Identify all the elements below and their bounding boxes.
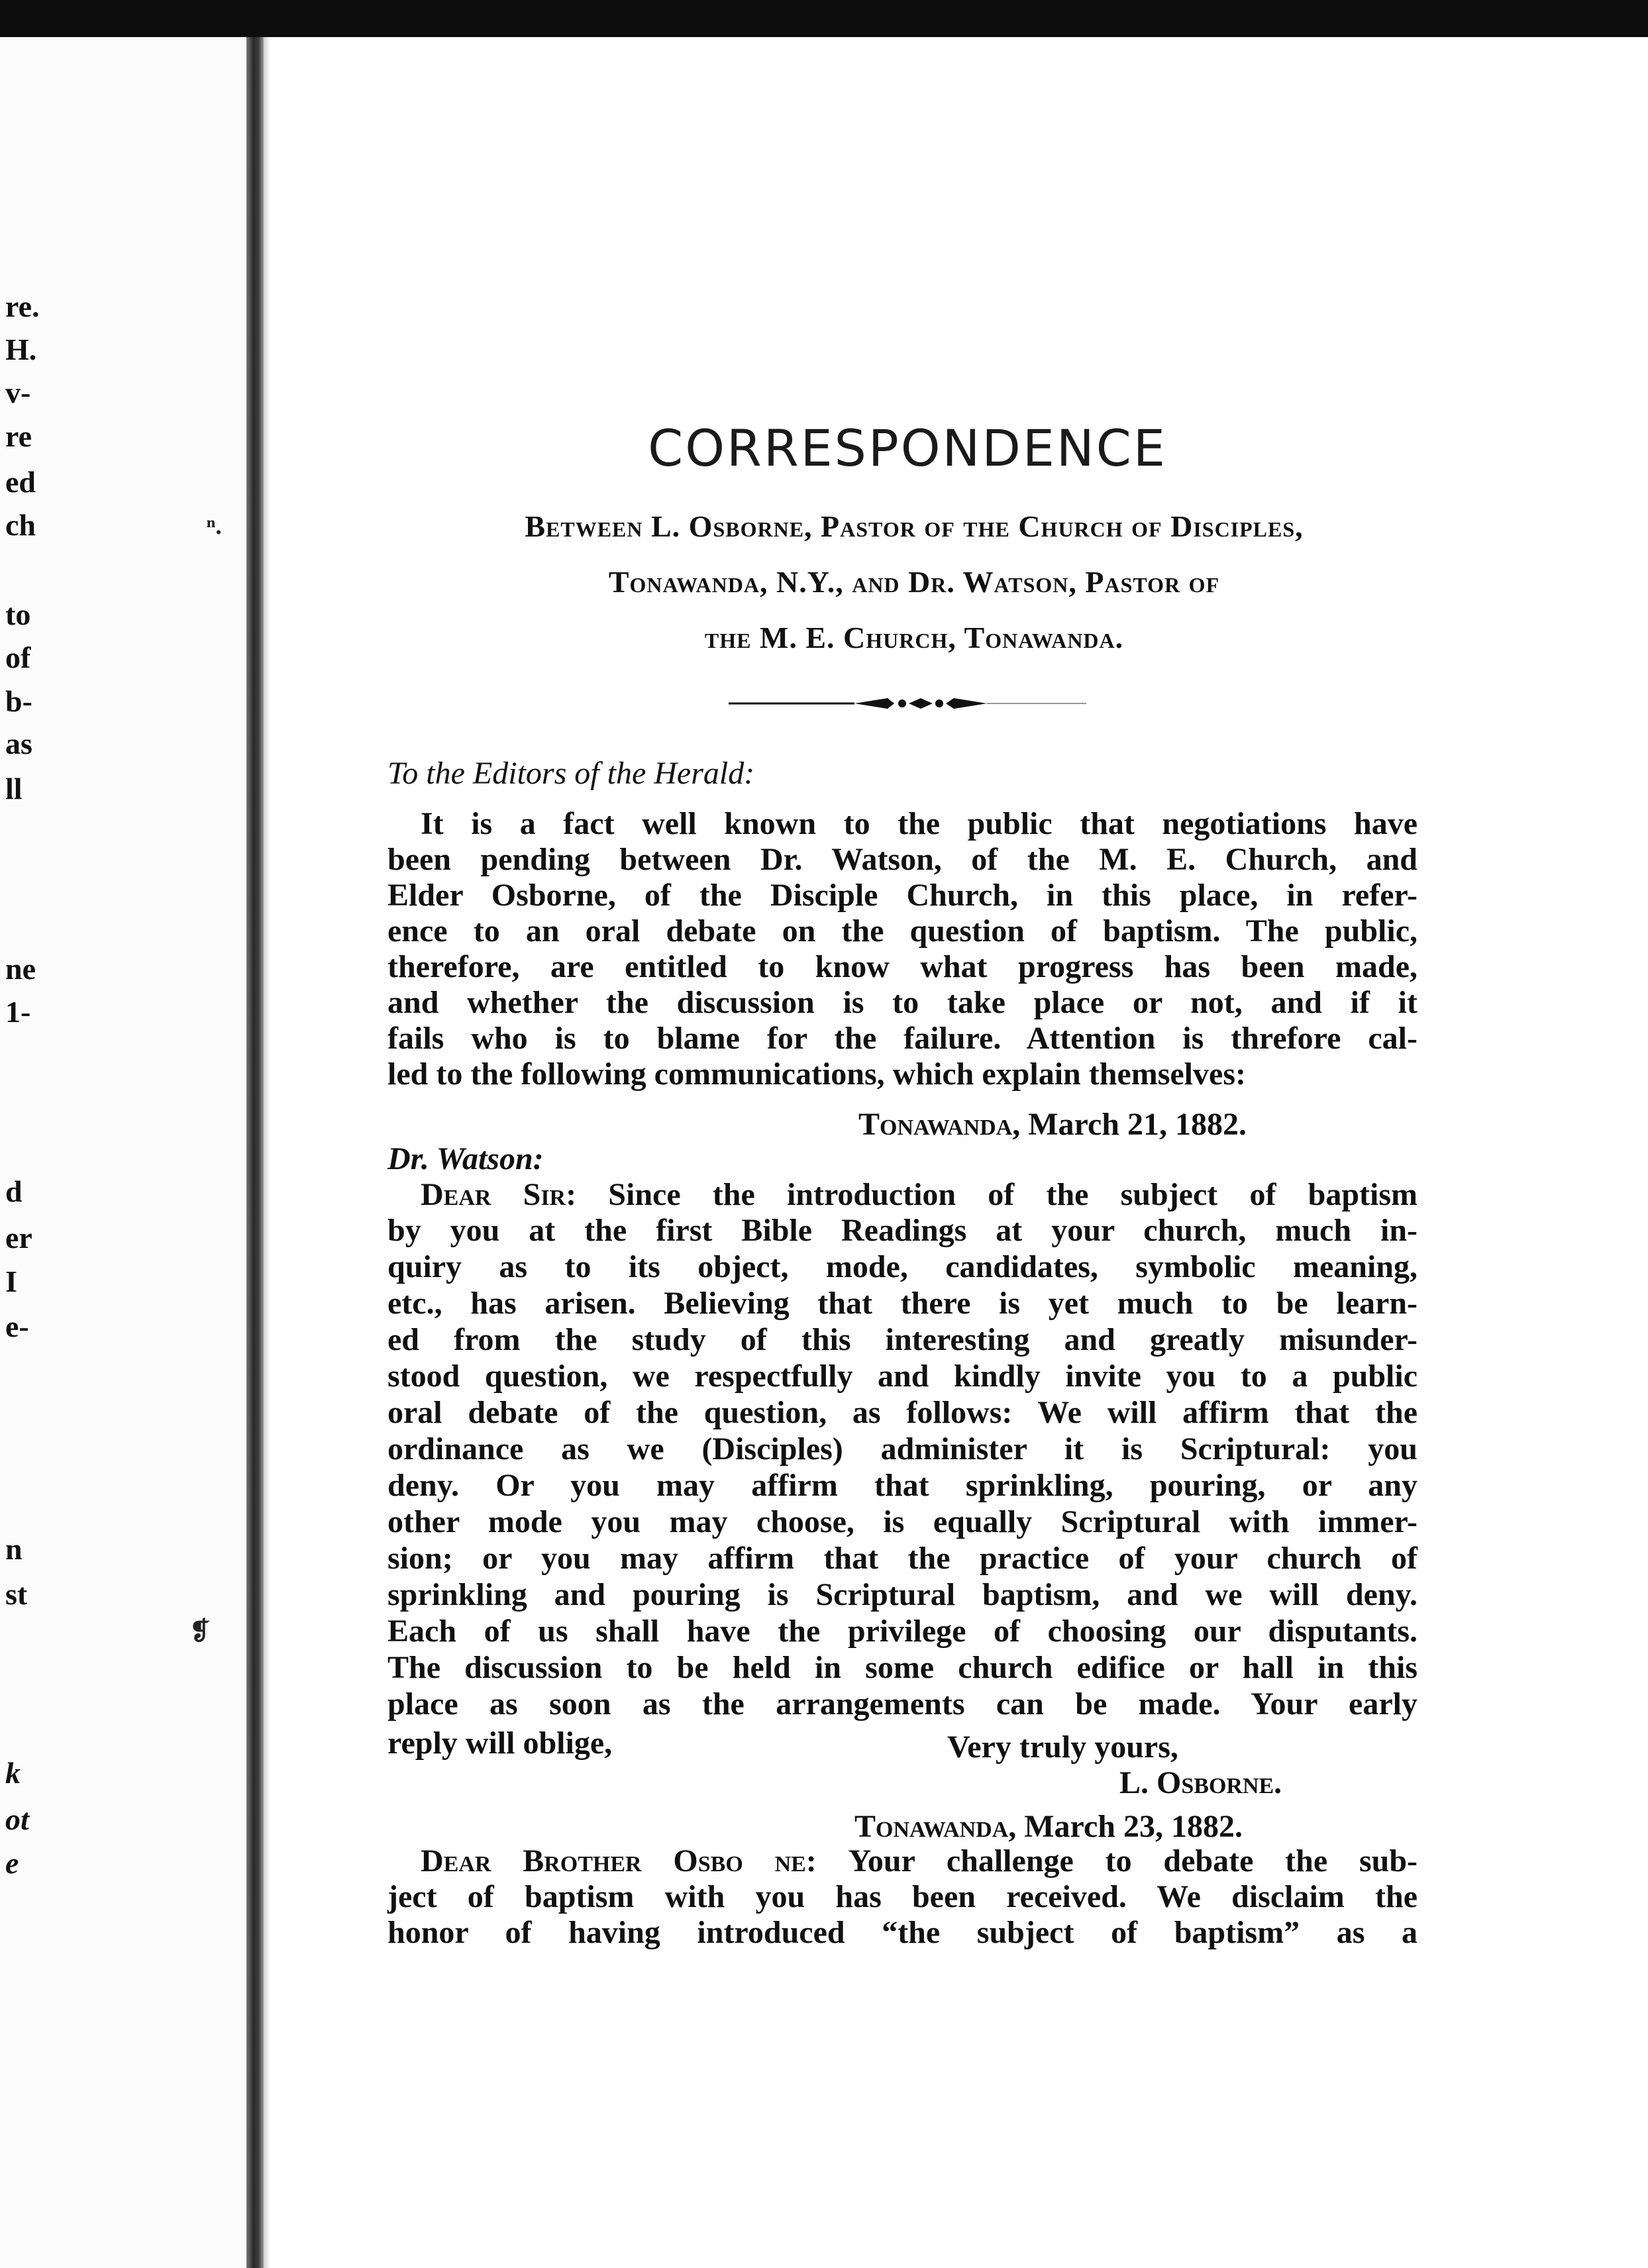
letter1-place: Tonawanda, — [858, 1107, 1021, 1142]
facing-page-fragment: re — [5, 419, 32, 453]
book-gutter — [246, 37, 264, 2268]
scan-top-border — [0, 0, 1648, 37]
ornamental-rule — [729, 694, 1086, 713]
text-line: The discussion to be held in some church edifice or hall in this — [387, 1650, 1417, 1685]
text-line: Each of us shall have the privilege of choosing our disputants. — [387, 1614, 1417, 1649]
text-line — [421, 1844, 1417, 1879]
text-line: and whether the discussion is to take place or not, and if it — [387, 985, 1417, 1020]
text-line: been pending between Dr. Watson, of the M. E. Church, and — [387, 842, 1417, 877]
facing-page-fragment: H. — [5, 333, 37, 366]
letter2-opening: Dear Brother Osbo ne: — [421, 1843, 849, 1879]
page-title: CORRESPONDENCE — [648, 419, 1167, 478]
text-line: sprinkling and pouring is Scriptural baptism, and we will deny. — [387, 1577, 1417, 1612]
letter1-signature: L. Osborne. — [1119, 1765, 1282, 1800]
text-line: etc., has arisen. Believing that there is yet much to be learn- — [387, 1286, 1417, 1321]
text-line: stood question, we respectfully and kindly invite you to a public — [387, 1359, 1417, 1394]
facing-page-fragment: of — [5, 641, 31, 674]
letter2-date: March 23, 1882. — [1024, 1809, 1243, 1844]
subtitle-line: Tonawanda, N.Y., and Dr. Watson, Pastor of — [608, 565, 1220, 599]
facing-page-edge — [0, 37, 246, 2268]
text-line: ed from the study of this interesting and greatly misunder- — [387, 1322, 1417, 1357]
facing-page-fragment: ot — [5, 1802, 29, 1836]
facing-page-fragment: ch — [5, 508, 36, 542]
facing-page-fragment: e- — [5, 1310, 29, 1343]
text-line: honor of having introduced “the subject of baptism” as a — [387, 1915, 1417, 1950]
text-line: place as soon as the arrangements can be made. Your early — [387, 1686, 1417, 1722]
facing-page-fragment: d — [5, 1174, 23, 1208]
subtitle-line: the M. E. Church, Tonawanda. — [704, 621, 1124, 654]
text-line: oral debate of the question, as follows: We will affirm that the — [387, 1395, 1417, 1430]
text-line — [421, 1178, 1417, 1213]
text-line: ordinance as we (Disciples) administer it is Scriptural: you — [387, 1431, 1417, 1467]
text-line: other mode you may choose, is equally Scriptural with immer- — [387, 1504, 1417, 1539]
gutter-mark: ❡ — [189, 1618, 211, 1645]
text-line: sion; or you may affirm that the practice of your church of — [387, 1541, 1417, 1576]
letter2-place: Tonawanda, — [854, 1809, 1017, 1844]
text-line: quiry as to its object, mode, candidates, symbolic meaning, — [387, 1249, 1417, 1284]
facing-page-fragment: ll — [5, 772, 23, 805]
text-line: fails who is to blame for the failure. Attention is threfore cal- — [387, 1021, 1417, 1056]
page-edge-shadow — [264, 37, 270, 2268]
letter2-line: Your challenge to debate the sub- — [848, 1843, 1417, 1879]
letter1-date: March 21, 1882. — [1028, 1107, 1247, 1142]
facing-page-fragment: I — [5, 1264, 17, 1298]
letter1-closing: Very truly yours, — [947, 1729, 1178, 1765]
text-line: led to the following communications, which explain themselves: — [387, 1057, 1246, 1092]
facing-page-fragment: ed — [5, 465, 36, 499]
facing-page-fragment: as — [5, 727, 32, 760]
facing-page-fragment: er — [5, 1221, 32, 1255]
facing-page-fragment: k — [5, 1756, 21, 1790]
facing-page-fragment: re. — [5, 289, 40, 323]
text-line: Elder Osborne, of the Disciple Church, in this place, in refer- — [387, 878, 1417, 913]
text-line: ence to an oral debate on the question of baptism. The public, — [387, 913, 1417, 949]
letter1-salutation: Dr. Watson: — [387, 1141, 544, 1176]
gutter-mark: ⁿ. — [207, 512, 222, 540]
text-line: by you at the first Bible Readings at your church, much in- — [387, 1213, 1417, 1248]
letter2-dateline — [854, 1808, 1243, 1845]
letter1-last-line: reply will oblige, — [387, 1726, 613, 1761]
facing-page-fragment: v- — [5, 376, 31, 409]
text-line: It is a fact well known to the public that negotiations have — [421, 806, 1417, 841]
facing-page-fragment: st — [5, 1577, 28, 1611]
facing-page-fragment: ne — [5, 952, 36, 986]
letter1-dateline — [858, 1106, 1247, 1143]
text-line: therefore, are entitled to know what progress has been made, — [387, 949, 1417, 984]
editors-salutation: To the Editors of the Herald: — [387, 756, 755, 791]
facing-page-fragment: b- — [5, 684, 32, 718]
facing-page-fragment: e — [5, 1846, 19, 1880]
facing-page-fragment: 1- — [5, 995, 31, 1029]
subtitle-line: Between L. Osborne, Pastor of the Church of Disciples, — [525, 509, 1304, 543]
facing-page-fragment: n — [5, 1532, 23, 1566]
facing-page-fragment: to — [5, 597, 31, 631]
text-line: deny. Or you may affirm that sprinkling, pouring, or any — [387, 1468, 1417, 1503]
letter1-line: Since the introduction of the subject of baptism — [608, 1177, 1417, 1212]
text-line: ject of baptism with you has been received. We disclaim the — [387, 1879, 1417, 1914]
letter1-opening: Dear Sir: — [421, 1177, 609, 1212]
